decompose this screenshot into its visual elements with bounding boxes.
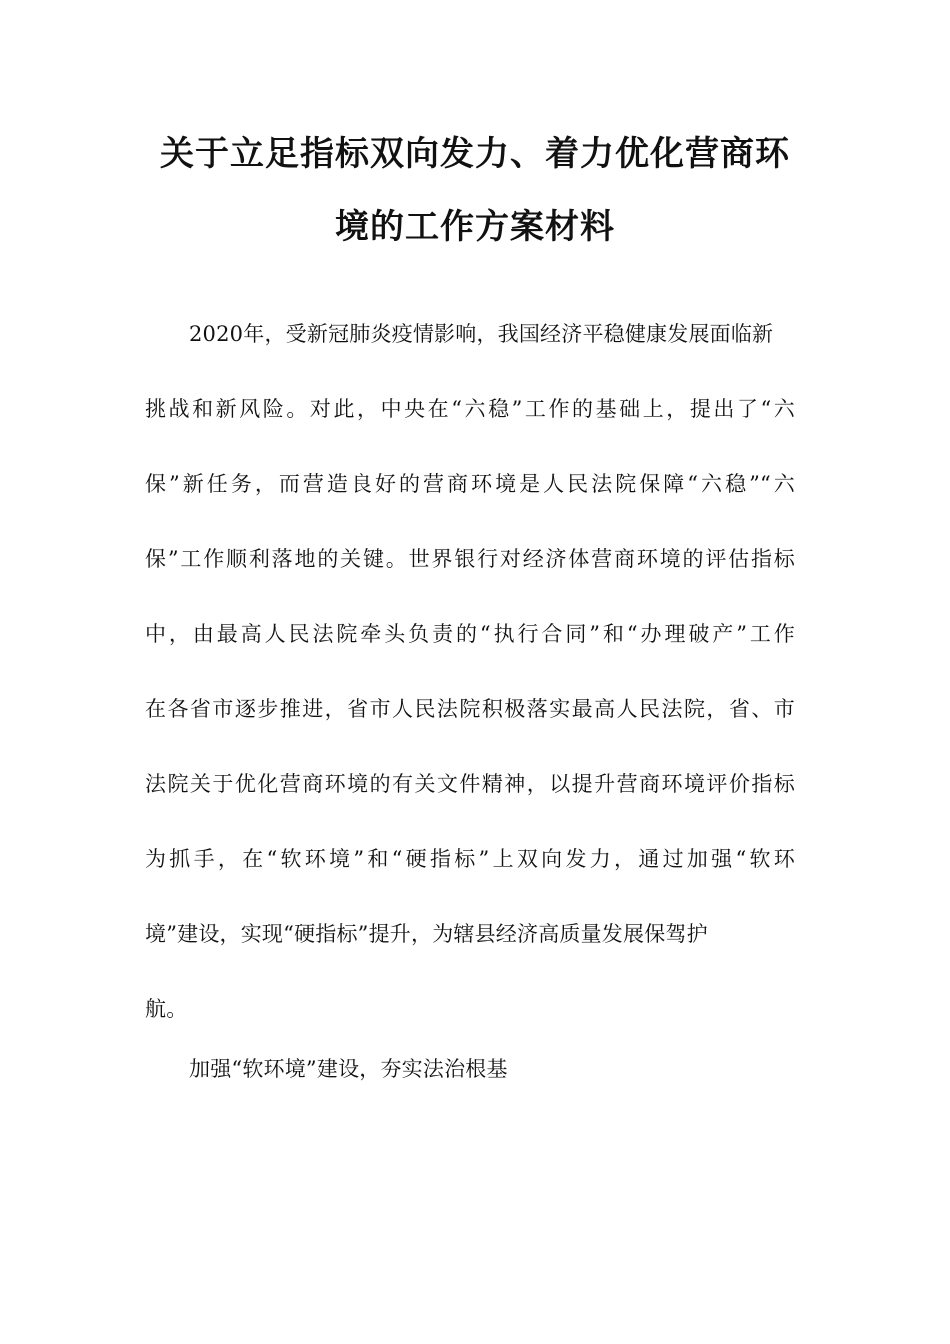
paragraph-line: 航。 bbox=[145, 997, 188, 1021]
paragraph-line: 为抓手，在“软环境”和“硬指标”上双向发力，通过加强“软环 bbox=[145, 847, 795, 871]
paragraph-line: 保”新任务，而营造良好的营商环境是人民法院保障“六稳”“六 bbox=[145, 472, 795, 496]
paragraph-line: 在各省市逐步推进，省市人民法院积极落实最高人民法院，省、市 bbox=[145, 697, 795, 721]
paragraph-line: 法院关于优化营商环境的有关文件精神，以提升营商环境评价指标 bbox=[145, 772, 795, 796]
document-title-line-1: 关于立足指标双向发力、着力优化营商环 bbox=[160, 134, 790, 174]
document-title-line-2: 境的工作方案材料 bbox=[335, 207, 615, 247]
paragraph-line: 2020年，受新冠肺炎疫情影响，我国经济平稳健康发展面临新 bbox=[189, 322, 774, 346]
paragraph-line: 保”工作顺利落地的关键。世界银行对经济体营商环境的评估指标 bbox=[145, 547, 795, 571]
paragraph-line: 中，由最高人民法院牵头负责的“执行合同”和“办理破产”工作 bbox=[145, 622, 795, 646]
paragraph-line: 挑战和新风险。对此，中央在“六稳”工作的基础上，提出了“六 bbox=[145, 397, 795, 421]
paragraph-line: 境”建设，实现“硬指标”提升，为辖县经济高质量发展保驾护 bbox=[145, 922, 708, 946]
section-heading: 加强“软环境”建设，夯实法治根基 bbox=[189, 1057, 508, 1081]
